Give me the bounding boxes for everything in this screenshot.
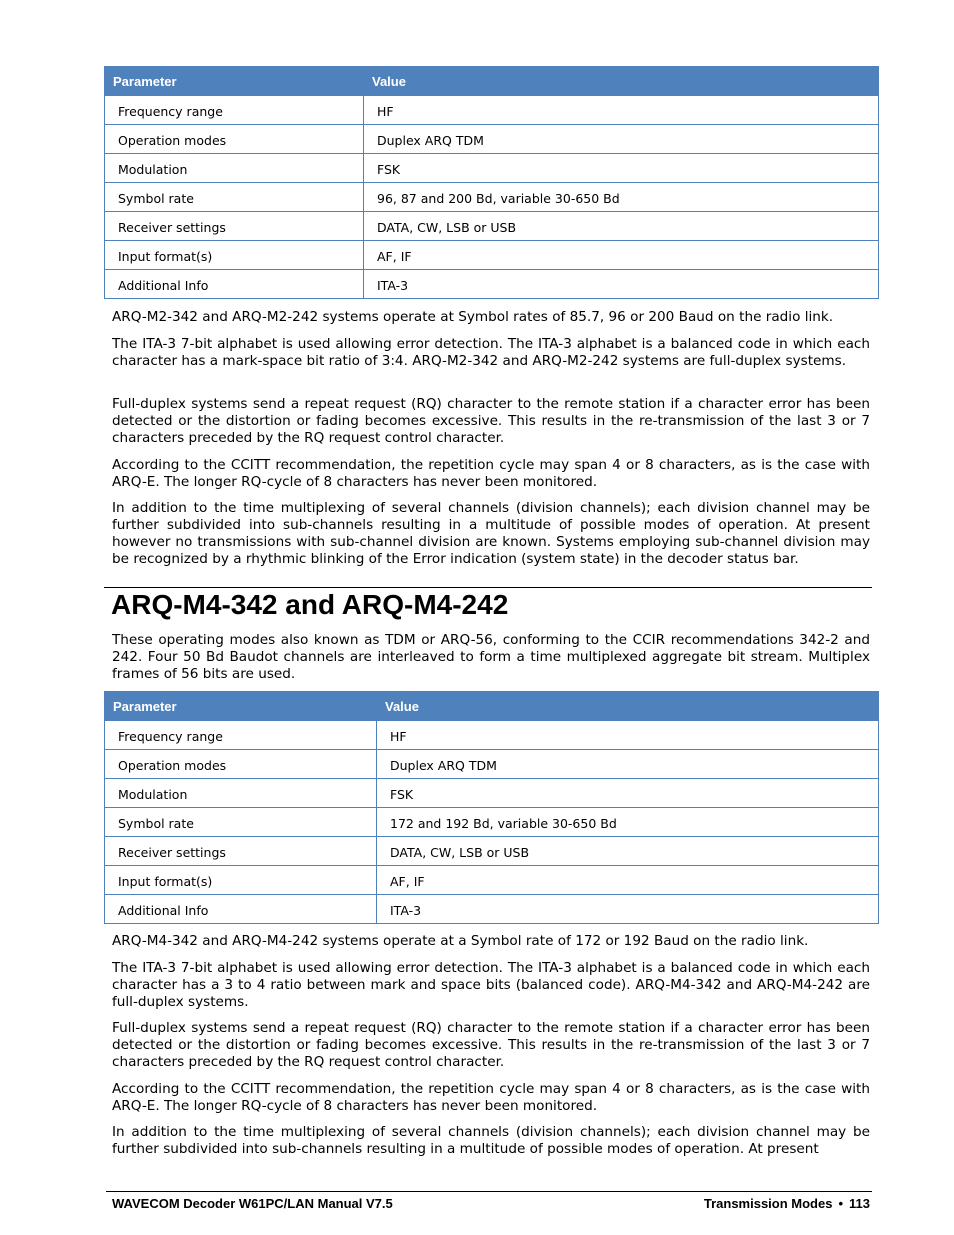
body-paragraph: The ITA-3 7-bit alphabet is used allowing error detection. The ITA-3 alphabet is a balanced code in which each character has a 3 to 4 ratio between mark and space bits (balanced code). ARQ-M4-342 and ARQ-M4-242 are full-duplex systems. [112,960,870,1010]
parameter-table-arq-m4 [104,691,879,924]
column-header: Value [377,692,879,721]
body-paragraph: The ITA-3 7-bit alphabet is used allowing error detection. The ITA-3 alphabet is a balanced code in which each character has a mark-space bit ratio of 3:4. ARQ-M2-342 and ARQ-M2-242 systems are full-duplex systems. [112,336,870,369]
param-cell: Symbol rate [105,183,364,212]
param-cell: Input format(s) [105,241,364,270]
table-header-row [105,692,879,721]
page-number: 113 [849,1196,870,1211]
param-cell: Frequency range [105,96,364,125]
value-cell: FSK [377,779,879,808]
value-cell: DATA, CW, LSB or USB [377,837,879,866]
param-cell: Input format(s) [105,866,377,895]
value-cell: AF, IF [377,866,879,895]
body-paragraph: In addition to the time multiplexing of several channels (division channels); each division channel may be further subdivided into sub-channels resulting in a multitude of possible modes of operation. At present however no transmissions with sub-channel division are known. Systems employing sub-channel division may be recognized by a rhythmic blinking of the Error indication (system state) in the decoder status bar. [112,500,870,567]
table-header-row [105,67,879,96]
table-row [105,212,879,241]
param-cell: Frequency range [105,721,377,750]
table-row [105,837,879,866]
param-cell: Additional Info [105,270,364,299]
table-row [105,779,879,808]
body-paragraph: According to the CCITT recommendation, the repetition cycle may span 4 or 8 characters, as is the case with ARQ-E. The longer RQ-cycle of 8 characters has never been monitored. [112,1081,870,1114]
table-row [105,241,879,270]
param-cell: Operation modes [105,125,364,154]
value-cell: HF [377,721,879,750]
section-heading: ARQ-M4-342 and ARQ-M4-242 [111,589,509,620]
footer-divider [106,1191,872,1192]
parameter-table-arq-m2 [104,66,879,299]
value-cell: DATA, CW, LSB or USB [364,212,879,241]
body-paragraph: ARQ-M2-342 and ARQ-M2-242 systems operate at Symbol rates of 85.7, 96 or 200 Baud on the radio link. [112,309,834,325]
table-row [105,270,879,299]
column-header: Parameter [105,67,364,96]
value-cell: FSK [364,154,879,183]
table-row [105,183,879,212]
column-header: Parameter [105,692,377,721]
param-cell: Additional Info [105,895,377,924]
table-row [105,125,879,154]
param-cell: Receiver settings [105,212,364,241]
value-cell: Duplex ARQ TDM [377,750,879,779]
body-paragraph: ARQ-M4-342 and ARQ-M4-242 systems operate at a Symbol rate of 172 or 192 Baud on the radio link. [112,933,809,949]
body-paragraph: Full-duplex systems send a repeat request (RQ) character to the remote station if a character error has been detected or the distortion or fading becomes excessive. This results in the re-transmission of the last 3 or 7 characters preceded by the RQ request control character. [112,396,870,446]
body-paragraph: Full-duplex systems send a repeat request (RQ) character to the remote station if a character error has been detected or the distortion or fading becomes excessive. This results in the re-transmission of the last 3 or 7 characters preceded by the RQ request control character. [112,1020,870,1070]
param-cell: Receiver settings [105,837,377,866]
footer-page-info [704,1196,870,1212]
body-paragraph: According to the CCITT recommendation, the repetition cycle may span 4 or 8 characters, as is the case with ARQ-E. The longer RQ-cycle of 8 characters has never been monitored. [112,457,870,490]
value-cell: 96, 87 and 200 Bd, variable 30-650 Bd [364,183,879,212]
intro-paragraph: These operating modes also known as TDM or ARQ-56, conforming to the CCIR recommendations 342-2 and 242. Four 50 Bd Baudot channels are interleaved to form a time multiplexed aggregate bit stream. Multiplex frames of 56 bits are used. [112,632,870,682]
value-cell: HF [364,96,879,125]
table-row [105,96,879,125]
param-cell: Symbol rate [105,808,377,837]
value-cell: 172 and 192 Bd, variable 30-650 Bd [377,808,879,837]
column-header: Value [364,67,879,96]
body-paragraph: In addition to the time multiplexing of several channels (division channels); each division channel may be further subdivided into sub-channels resulting in a multitude of possible modes of operation. At present [112,1124,870,1157]
table-row [105,808,879,837]
bullet-icon: • [838,1196,844,1211]
value-cell: AF, IF [364,241,879,270]
value-cell: Duplex ARQ TDM [364,125,879,154]
table-row [105,154,879,183]
value-cell: ITA-3 [364,270,879,299]
param-cell: Modulation [105,154,364,183]
footer-section-name: Transmission Modes [703,1196,833,1211]
table-row [105,866,879,895]
table-row [105,895,879,924]
footer-manual-title: WAVECOM Decoder W61PC/LAN Manual V7.5 [112,1196,393,1211]
table-row [105,750,879,779]
table-row [105,721,879,750]
param-cell: Operation modes [105,750,377,779]
param-cell: Modulation [105,779,377,808]
value-cell: ITA-3 [377,895,879,924]
